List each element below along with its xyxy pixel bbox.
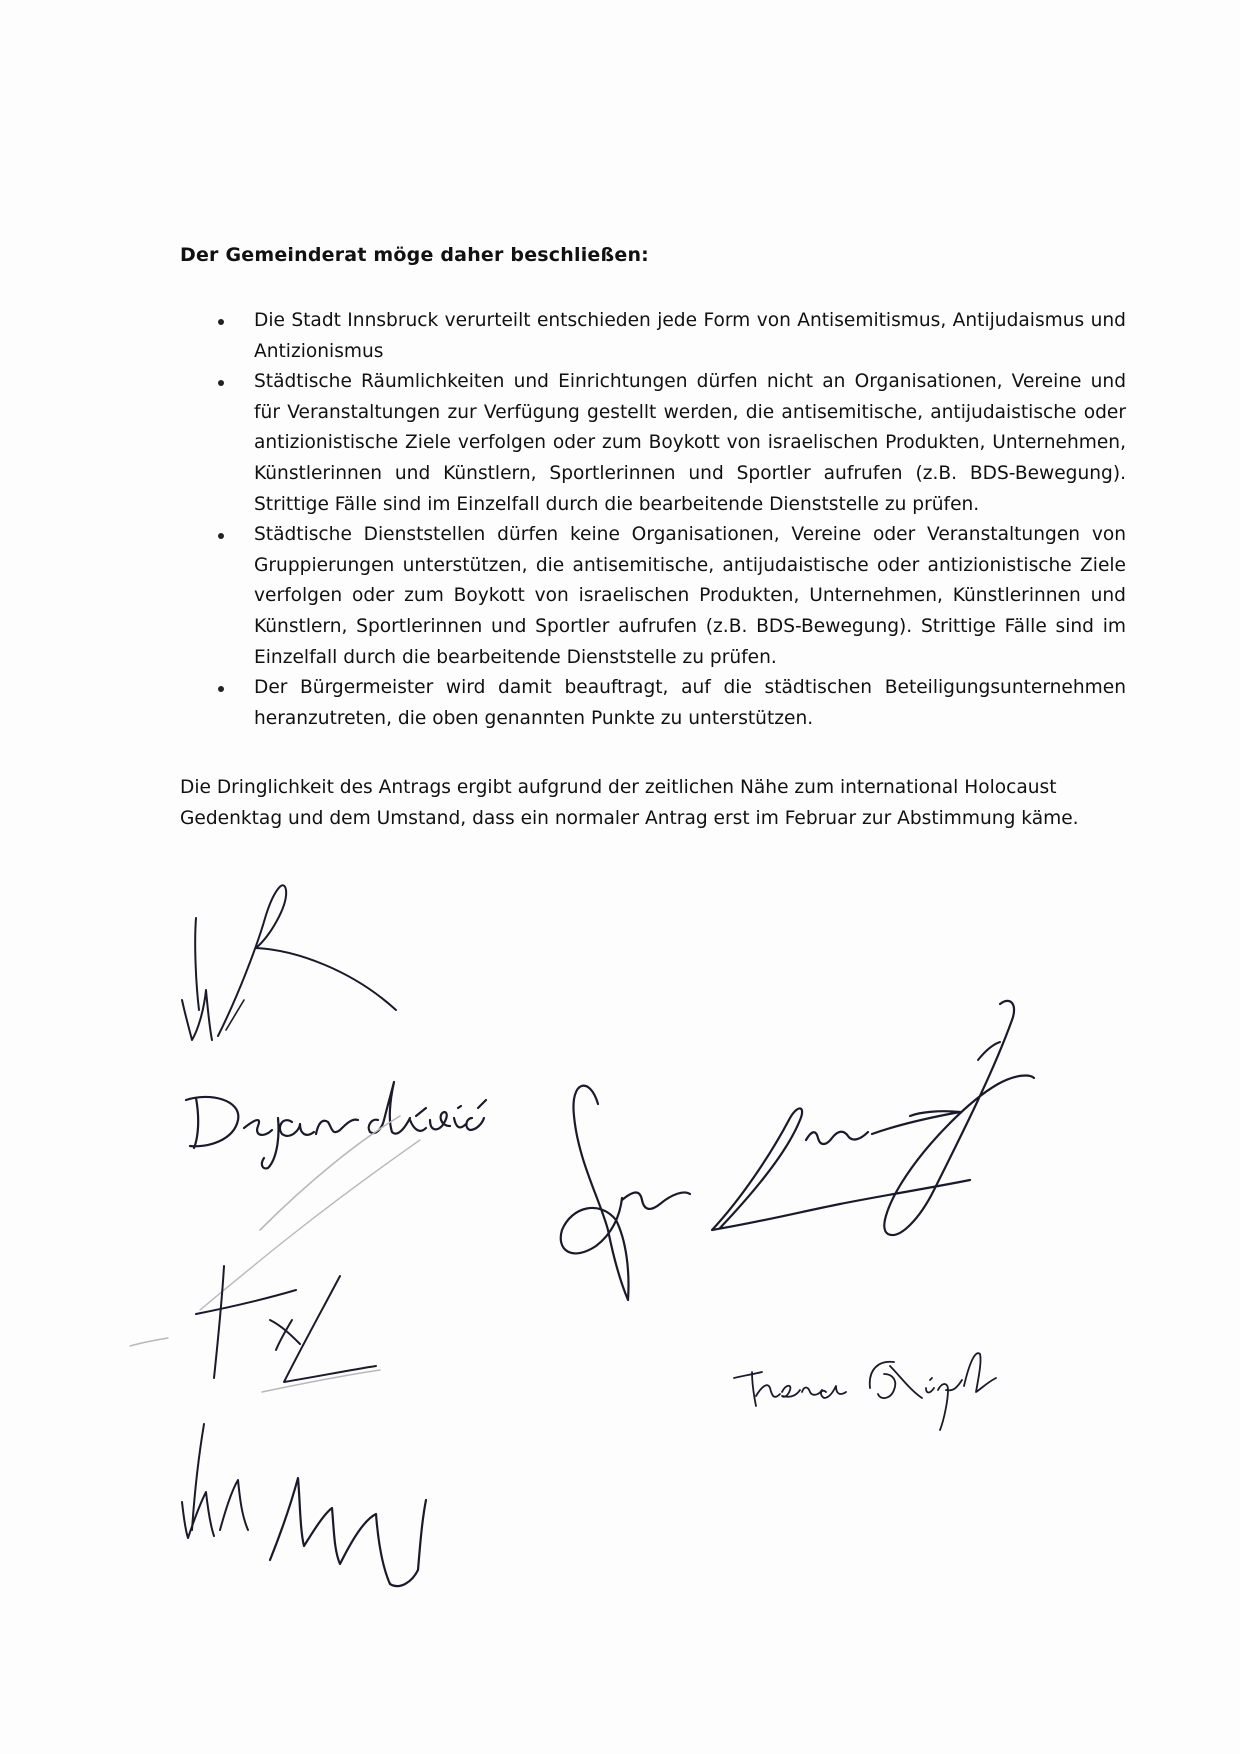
list-item-text: Städtische Dienststellen dürfen keine Organisationen, Vereine oder Veranstaltungen von Gruppierungen unterstützen, die antisemitische, antijudaistische oder antizionistische Ziele verfolgen oder zum Boykott von israelischen Produkten, Unternehmen, Künstlerinnen und Künstlern, Sportlerinnen und Sportler aufrufen (z.B. BDS-Bewegung). Strittige Fälle sind im Einzelfall durch die bearbeitende Dienststelle zu prüfen. xyxy=(254,524,1126,668)
list-item xyxy=(212,306,1126,367)
list-item-text: Der Bürgermeister wird damit beauftragt, auf die städtischen Beteiligungsunternehmen heranzutreten, die oben genannten Punkte zu unterstützen. xyxy=(254,677,1126,729)
resolution-list xyxy=(212,306,1126,734)
signature-1 xyxy=(182,885,396,1040)
signature-4 xyxy=(182,1424,426,1586)
bullet-icon xyxy=(218,533,224,539)
bullet-icon xyxy=(218,686,224,692)
signature-5 xyxy=(561,1001,1034,1300)
resolution-heading: Der Gemeinderat möge daher beschließen: xyxy=(180,244,649,266)
bullet-icon xyxy=(218,319,224,325)
list-item xyxy=(212,367,1126,520)
urgency-paragraph: Die Dringlichkeit des Antrags ergibt aufgrund der zeitlichen Nähe zum international Holocaust Gedenktag und dem Umstand, dass ein normaler Antrag erst im Februar zur Abstimmung käme. xyxy=(180,777,1079,829)
signature-3 xyxy=(196,1266,380,1392)
signature-dejan-lukovic xyxy=(186,1082,486,1168)
list-item-text: Die Stadt Innsbruck verurteilt entschieden jede Form von Antisemitismus, Antijudaismus und Antizionismus xyxy=(254,310,1126,362)
list-item-text: Städtische Räumlichkeiten und Einrichtungen dürfen nicht an Organisationen, Vereine und für Veranstaltungen zur Verfügung gestellt werden, die antisemitische, antijudaistische oder antizionistische Ziele verfolgen oder zum Boykott von israelischen Produkten, Unternehmen, Künstlerinnen und Künstlern, Sportlerinnen und Sportler aufrufen (z.B. BDS-Bewegung). Strittige Fälle sind im Einzelfall durch die bearbeitende Dienststelle zu prüfen. xyxy=(254,371,1126,515)
list-item xyxy=(212,520,1126,673)
list-item xyxy=(212,673,1126,734)
bullet-icon xyxy=(218,380,224,386)
signature-faint-strokes xyxy=(130,1116,420,1346)
signature-theresa-riegler xyxy=(734,1353,996,1430)
